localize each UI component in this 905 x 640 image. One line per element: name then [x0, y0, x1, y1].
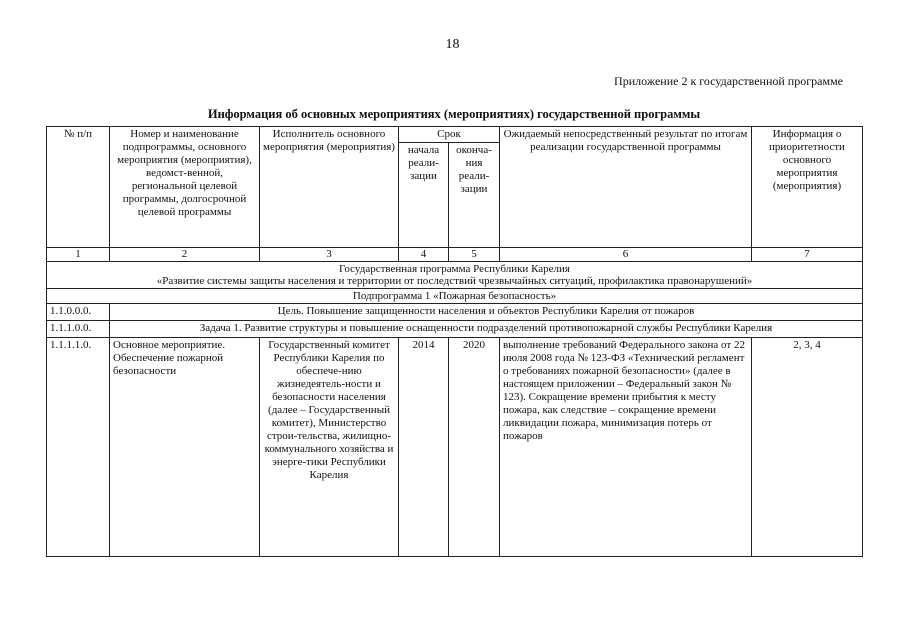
program-heading — [47, 262, 863, 289]
column-number: 3 — [260, 248, 399, 262]
main-event-start: 2014 — [399, 338, 449, 557]
column-number: 6 — [500, 248, 752, 262]
column-numbers-row — [47, 248, 863, 262]
header-result: Ожидаемый непосредственный результат по итогам реализации государственной программы — [500, 127, 752, 248]
subprogram-heading: Подпрограмма 1 «Пожарная безопасность» — [47, 289, 863, 304]
main-event-code: 1.1.1.1.0. — [47, 338, 110, 557]
program-heading-row — [47, 262, 863, 289]
column-number: 5 — [449, 248, 500, 262]
subprogram-heading-row — [47, 289, 863, 304]
main-event-row — [47, 338, 863, 557]
program-name: Государственная программа Республики Карелия — [339, 263, 570, 275]
program-full-name: «Развитие системы защиты населения и территории от последствий чрезвычайных ситуаций, профилактика правонарушений» — [156, 275, 753, 287]
main-event-name: Основное мероприятие. Обеспечение пожарной безопасности — [110, 338, 260, 557]
goal-text: Цель. Повышение защищенности населения и объектов Республики Карелия от пожаров — [110, 304, 863, 321]
column-number: 1 — [47, 248, 110, 262]
column-number: 2 — [110, 248, 260, 262]
goal-row — [47, 304, 863, 321]
column-number: 4 — [399, 248, 449, 262]
header-number: № п/п — [47, 127, 110, 248]
task-text: Задача 1. Развитие структуры и повышение оснащенности подразделений противопожарной службы Республики Карелия — [110, 321, 863, 338]
header-term-end: оконча-ния реали-зации — [449, 143, 500, 248]
appendix-note: Приложение 2 к государственной программе — [614, 74, 843, 88]
task-row — [47, 321, 863, 338]
page-number: 18 — [445, 37, 460, 52]
column-number: 7 — [752, 248, 863, 262]
header-term: Срок — [399, 127, 500, 143]
header-term-start: начала реали-зации — [399, 143, 449, 248]
main-event-end: 2020 — [449, 338, 500, 557]
header-executor: Исполнитель основного мероприятия (мероприятия) — [260, 127, 399, 248]
header-priority: Информация о приоритетности основного мероприятия (мероприятия) — [752, 127, 863, 248]
main-event-result: выполнение требований Федерального закона от 22 июля 2008 года № 123-ФЗ «Технический регламент о требованиях пожарной безопасности» (далее в настоящем приложении – Федеральный закон № 123). Сокращение времени прибытия к месту пожара, как следствие – сокращение времени ликвидации пожара, минимизация потерь от пожаров — [500, 338, 752, 557]
goal-code: 1.1.0.0.0. — [47, 304, 110, 321]
events-table — [46, 126, 863, 557]
header-name: Номер и наименование подпрограммы, основного мероприятия (мероприятия), ведомст-венной, региональной целевой программы, долгосрочной целевой программы — [110, 127, 260, 248]
main-event-executor: Государственный комитет Республики Карелия по обеспече-нию жизнедеятель-ности и безопасности населения (далее – Государственный комитет), Министерство строи-тельства, жилищно-коммунального хозяйства и энерге-тики Республики Карелия — [260, 338, 399, 557]
task-code: 1.1.1.0.0. — [47, 321, 110, 338]
document-title: Информация об основных мероприятиях (мероприятиях) государственной программы — [207, 107, 701, 121]
header-row — [47, 127, 863, 143]
main-event-priority: 2, 3, 4 — [752, 338, 863, 557]
